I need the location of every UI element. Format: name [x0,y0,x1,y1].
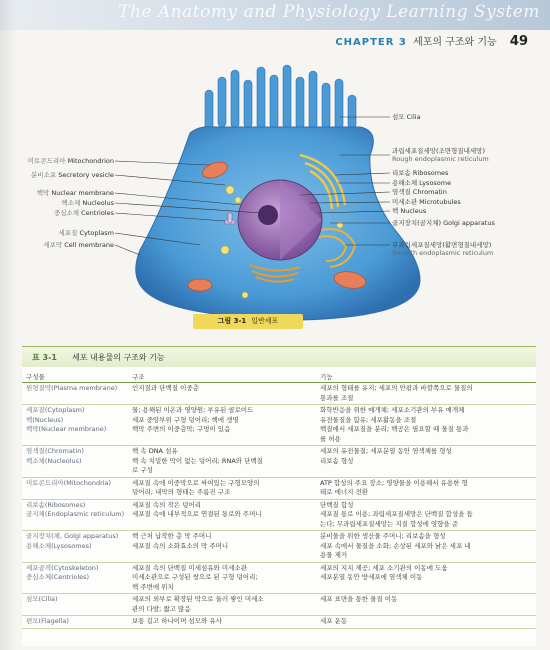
table-cell-part [26,447,130,466]
table-cell-line: 세포질 속의 소화효소의 막 주머니 [132,541,229,550]
table-row-divider [22,404,536,405]
table-cell-part [26,564,130,583]
table-row [22,384,536,403]
table-row-divider [22,477,536,478]
table-cell-line: 세포질 속의 작은 덩어리 [132,500,201,509]
table-cell-part [26,617,130,627]
table-cell-line: 는다; 무과립세포질세망는 지질 합성에 영향을 준 [320,519,459,528]
table-cell-structure [132,406,312,435]
page-number: 49 [509,34,528,49]
table-cell-line: ATP 합성의 주요 장소; 영양물을 이용해서 유용한 형 [320,478,468,487]
table-row-divider [22,562,536,563]
label-nucleus: 핵 Nucleus [392,207,427,215]
table-cell-part [26,532,130,551]
table-number: 표 3-1 [32,353,57,362]
table-header-structure: 구조 [132,373,145,381]
table-cell-line: 세포질 통로 이용; 과립세포질세망은 단백질 합성을 돕 [320,510,473,518]
table-row [22,595,536,614]
table-cell-line: 용해소체(Lysosomes) [26,541,92,550]
cell-figure [0,55,550,345]
table-cell-line: 인지질과 단백질 이중층 [132,384,199,392]
table-cell-structure [132,479,312,498]
cilia-group [205,65,356,130]
table-cell-line: 섬모(Cilia) [26,595,58,603]
table-cell-structure [132,447,312,476]
label-centrioles: 중심소체 Centrioles [53,209,114,217]
table-cell-line: 중심소체(Centrioles) [26,573,90,581]
table-cell-line: 관의 다발; 짧고 많음 [132,604,191,613]
label-lysosome: 용해소체 Lysosome [392,179,452,187]
table-cell-function [320,532,532,561]
table-cell-structure [132,501,312,520]
table-cell-function [320,617,532,627]
table-row-divider [22,530,536,531]
table-row [22,479,536,498]
table-cell-line: 원형질막(Plasma membrane) [26,384,118,392]
figure-number: 그림 3-1 [217,317,247,325]
table-cell-line: 핵 주변에 위치 [132,582,174,591]
table-header-function: 기능 [320,373,333,381]
table-cell-line: 염색질(Chromatin) [26,447,84,455]
table-cell-structure [132,617,312,627]
label-mitochondrion: 미토콘드리아 Mitochondrion [27,157,114,165]
label-smooth-er: 무과립세포질세망(활면형질내세망) Smooth endoplasmic reticulum [392,241,494,257]
table-cell-part [26,595,130,605]
table-cell-line: 세포 운동 [320,617,348,625]
label-rough-er: 과립세포질세망(조면형질내세망) Rough endoplasmic reticulum [392,147,489,163]
label-chromatin: 염색질 Chromatin [392,188,447,196]
label-secretory-vesicle: 분비소포 Secretory vesicle [31,171,114,179]
table-cell-line: 리보솜(Ribosomes) [26,500,86,509]
running-header [335,33,528,49]
table-cell-structure [132,564,312,593]
label-cilia: 섬모 Cilia [392,113,421,121]
table-cell-function [320,595,532,605]
top-banner [0,0,550,30]
table-cell-line: 화학반응을 위한 매개체; 세포소기관의 부유 매개체 [320,406,465,414]
table-cell-line: 보통 길고 하나이며 섬모와 유사 [132,617,222,625]
organelle-table [22,346,536,646]
table-cell-line: 덩어리; 내막의 형태는 주름진 구조 [132,488,231,496]
table-cell-line: 편모(Flagella) [26,617,69,625]
table-cell-structure [132,595,312,614]
table-cell-function [320,564,532,583]
table-cell-structure [132,532,312,551]
chapter-label: CHAPTER 3 [335,37,407,48]
table-cell-line: 로 구성 [132,466,153,474]
table-cell-structure [132,384,312,394]
table-cell-line: 핵 속 DNA 섬유 [132,447,178,455]
table-cell-line: 핵막 주변의 이중층막; 구멍이 있음 [132,425,231,433]
table-cell-line: 미토콘드리아(Mitochondria) [26,478,112,487]
figure-caption [193,314,303,329]
table-cell-function [320,406,532,444]
table-row [22,532,536,561]
table-cell-part [26,406,130,435]
label-cell-membrane: 세포막 Cell membrane [43,241,114,249]
table-header-row [22,370,536,383]
table-cell-function [320,479,532,498]
table-row-divider [22,615,536,616]
table-cell-function [320,447,532,466]
table-cell-line: 물; 용해된 이온과 영양원; 부유된 콜로이드 [132,406,254,414]
table-cell-line: 세포의 형태를 유지; 세포의 안팎과 바깥쪽으로 물질의 [320,384,473,392]
table-row [22,447,536,476]
table-cell-line: 핵 근처 납작한 층 막 주머니 [132,532,212,540]
figure-caption-text: 일반세포 [251,317,279,325]
table-cell-line: 세포질 속의 단백질 미세섬유와 미세소관 [132,563,248,572]
table-cell-line: 세포질 속에 이중막으로 싸여있는 구형모양의 [132,478,260,487]
book-title-watermark: The Anatomy and Physiology Learning System [118,2,540,22]
table-cell-line: 를 허용 [320,434,341,443]
table-row-divider [22,628,536,629]
table-cell-line: 골지체(Endoplasmic reticulum) [26,510,125,518]
label-nucleolus: 핵소체 Nucleolus [61,199,114,207]
table-cell-line: 세포질(Cytoplasm) [26,406,85,414]
table-cell-function [320,501,532,530]
table-title-bar [22,346,536,367]
table-cell-line: 미세소관으로 구성된 쌍으로 된 구형 덩어리; [132,573,258,581]
table-header-part: 구성물 [26,373,45,381]
table-cell-line: 유전물질을 함유; 세포활동을 조절 [320,415,417,424]
table-row [22,617,536,627]
table-row [22,501,536,530]
table-cell-line: 세포분열 동안 방세포에 염색체 이동 [320,573,423,581]
table-row [22,406,536,444]
label-golgi: 골지장치(골지체) Golgi apparatus [392,219,495,227]
table-cell-line: 세포의 외부로 확장된 막으로 둘러 쌓인 미세소 [132,595,264,603]
table-row-divider [22,445,536,446]
table-cell-line: 핵 속 치밀한 막이 없는 덩어리; RNA와 단백질 [132,456,263,465]
table-cell-line: 핵질에서 세포질을 분리; 핵공은 필요할 때 물질 통과 [320,425,469,433]
table-cell-line: 세포의 유전물질; 세포분열 동안 염색체를 형성 [320,447,452,455]
label-microtubules: 미세소관 Microtubules [392,198,461,206]
table-cell-line: 골지장치(체, Golgi apparatus) [26,532,119,540]
table-cell-line: 세포 표면을 통한 물질 이동 [320,595,398,603]
table-title: 세포 내용물의 구조와 기능 [72,353,165,362]
table-cell-line: 핵막(Nuclear membrane) [26,425,107,433]
table-cell-line: 단백질 합성 [320,500,354,509]
label-ribosomes: 리보솜 Ribosomes [392,169,449,177]
table-cell-line: 세포골격(Cytoskeleton) [26,563,99,572]
table-cell-part [26,479,130,489]
label-nuclear-membrane: 핵막 Nuclear membrane [36,189,114,197]
nucleolus [258,205,278,225]
table-cell-function [320,384,532,403]
label-cytoplasm: 세포질 Cytoplasm [58,229,114,237]
table-cell-line: 분비물을 위한 생산물 주머니; 리보솜을 형성 [320,532,446,540]
table-cell-line: 세포의 지지 제공; 세포 소기관의 이동에 도움 [320,563,448,572]
table-cell-line: 태로 에너지 전환 [320,488,369,496]
table-cell-line: 핵(Nucleus) [26,415,64,424]
table-row [22,564,536,593]
table-row-divider [22,593,536,594]
table-cell-part [26,384,130,394]
table-cell-line: 핵소체(Nucleolus) [26,456,82,465]
table-cell-line: 통과를 조절 [320,393,354,402]
table-cell-line: 리보솜 형성 [320,456,354,465]
table-row-divider [22,499,536,500]
table-cell-line: 세포 중앙부위 구형 덩어리; 핵에 생명 [132,415,239,424]
table-cell-part [26,501,130,520]
table-cell-line: 세포 속에서 물질을 소화; 손상된 세포와 낡은 세포 내 [320,541,471,550]
chapter-title: 세포의 구조와 기능 [413,37,497,48]
table-cell-line: 세포질 속에 내부적으로 연결된 통로와 주머니 [132,510,262,518]
table-cell-line: 용물 제거 [320,551,348,559]
